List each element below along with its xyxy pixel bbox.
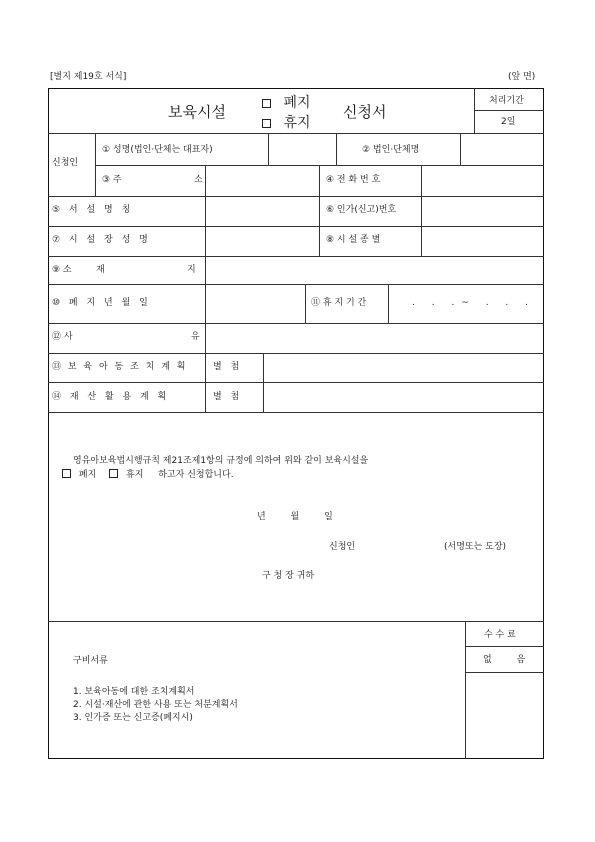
closure-date-field[interactable] xyxy=(206,285,304,322)
statement-suspension-checkbox-icon[interactable] xyxy=(109,469,118,478)
processing-period-label: 처리기간 xyxy=(489,96,524,106)
reason-label: ⑫ 사 유 xyxy=(52,332,200,342)
asset-plan-label: ⑭ 재 산 활 용 계 획 xyxy=(52,392,170,402)
phone-field[interactable] xyxy=(422,166,543,195)
fee-value: 없 음 xyxy=(483,655,526,665)
facility-type-field[interactable] xyxy=(422,227,543,255)
form-number: [별지 제19호 서식] xyxy=(50,72,127,82)
title-option-suspension[interactable]: 휴지 xyxy=(262,115,311,132)
signature-note: (서명또는 도장) xyxy=(444,542,507,552)
statement-line2: 폐지 휴지 하고자 신청합니다. xyxy=(62,469,234,481)
facility-name-label: ⑤ 서 설 명 칭 xyxy=(52,205,134,215)
statement-line1: 영유아보육법시행규칙 제21조제1항의 규정에 의하여 위와 같이 보육시설을 xyxy=(73,456,369,466)
applicant-name-label: ① 성명(법인·단체는 대표자) xyxy=(102,145,213,155)
statement-applicant: 신청인 xyxy=(329,542,356,552)
closure-checkbox-icon xyxy=(262,99,271,108)
permit-number-field[interactable] xyxy=(422,197,543,225)
child-plan-field[interactable] xyxy=(264,354,543,381)
director-name-label: ⑦ 시 설 장 성 명 xyxy=(52,235,151,245)
applicant-section-label: 신청인 xyxy=(52,158,79,168)
location-field[interactable] xyxy=(206,257,543,283)
document-item: 3. 인가증 또는 신고증(폐지시) xyxy=(73,713,193,723)
location-label: ⑨ 소 재 지 xyxy=(52,265,196,275)
suspension-checkbox-icon xyxy=(262,119,271,128)
fee-label: 수 수 료 xyxy=(484,630,516,640)
facility-name-field[interactable] xyxy=(206,197,318,225)
applicant-name-field[interactable] xyxy=(269,134,335,164)
address-label: ③ 주 소 xyxy=(102,175,203,185)
corp-name-field[interactable] xyxy=(461,134,543,164)
page-side-label: (앞 면) xyxy=(508,72,536,82)
permit-number-label: ⑥ 인가(신고)번호 xyxy=(326,205,397,215)
applicant-signature-field[interactable] xyxy=(368,538,438,554)
statement-closure-checkbox-icon[interactable] xyxy=(62,469,71,478)
asset-plan-attached: 별 첨 xyxy=(213,392,243,402)
asset-plan-field[interactable] xyxy=(264,383,543,411)
title-suffix: 신청서 xyxy=(343,103,387,121)
title-option-closure[interactable]: 폐지 xyxy=(262,95,311,112)
child-plan-label: ⑬ 보 육 아 동 조 치 계 획 xyxy=(52,362,188,372)
document-item: 1. 보육아동에 대한 조치계획서 xyxy=(73,687,195,697)
reason-field[interactable] xyxy=(206,324,543,352)
title-prefix: 보육시설 xyxy=(168,103,226,121)
addressee: 구 청 장 귀하 xyxy=(262,571,315,581)
facility-type-label: ⑧ 시 설 종 별 xyxy=(326,235,381,245)
documents-label: 구비서류 xyxy=(73,656,108,666)
closure-date-label: ⑩ 폐 지 년 월 일 xyxy=(52,298,151,308)
statement-date: 년 월 일 xyxy=(257,512,333,522)
suspension-period-label: ⑪ 휴 지 기 간 xyxy=(311,298,367,308)
director-name-field[interactable] xyxy=(206,227,318,255)
corp-name-label: ② 법인·단체명 xyxy=(362,145,420,155)
child-plan-attached: 별 첨 xyxy=(213,362,243,372)
processing-period-value: 2일 xyxy=(501,117,516,127)
suspension-period-field[interactable]: . . .~ . . . xyxy=(412,298,536,308)
document-item: 2. 시설·재산에 관한 사용 또는 처분계획서 xyxy=(73,700,238,710)
address-field[interactable] xyxy=(206,166,318,195)
phone-label: ④ 전 화 번 호 xyxy=(326,175,381,185)
